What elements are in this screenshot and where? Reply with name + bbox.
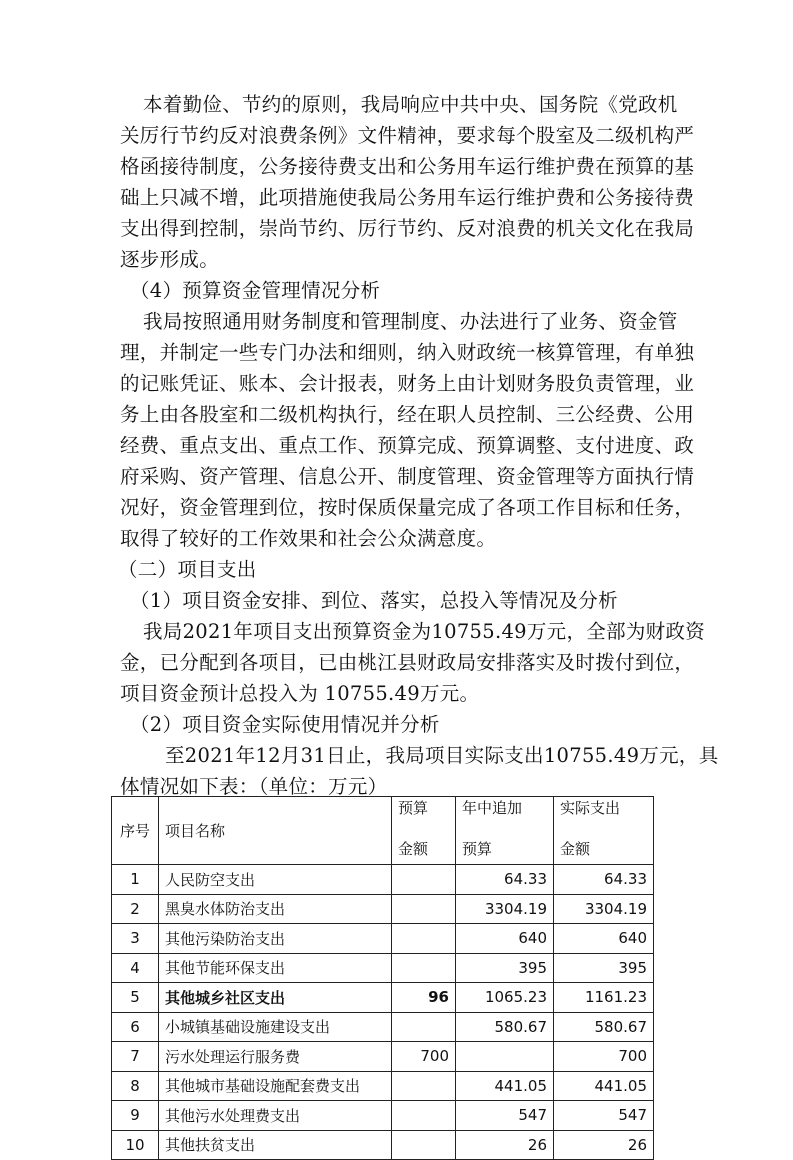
cell-no: 1 [112, 865, 159, 895]
header-budget-line2: 金额 [398, 840, 429, 858]
cell-added: 640 [456, 924, 554, 954]
cell-budget: 96 [392, 983, 456, 1013]
table-row [112, 953, 654, 983]
paragraph-line: 我局2021年项目支出预算资金为10755.49万元，全部为财政资 [143, 620, 706, 643]
cell-name: 人民防空支出 [159, 865, 392, 895]
cell-name: 黑臭水体防治支出 [159, 894, 392, 924]
header-added-line1: 年中追加 [462, 799, 523, 817]
paragraph-line: 府采购、资产管理、信息公开、制度管理、资金管理等方面执行情 [120, 465, 695, 488]
cell-added: 3304.19 [456, 894, 554, 924]
cell-name: 污水处理运行服务费 [159, 1042, 392, 1072]
cell-name: 其他城市基础设施配套费支出 [159, 1071, 392, 1101]
cell-name: 其他污水处理费支出 [159, 1101, 392, 1131]
cell-added: 26 [456, 1130, 554, 1160]
cell-no: 10 [112, 1130, 159, 1160]
cell-name: 其他扶贫支出 [159, 1130, 392, 1160]
paragraph-line: 我局按照通用财务制度和管理制度、办法进行了业务、资金管 [143, 310, 678, 333]
header-actual-line2: 金额 [560, 840, 591, 858]
cell-added [456, 1042, 554, 1072]
section-heading: （二）项目支出 [118, 558, 257, 581]
cell-no: 2 [112, 894, 159, 924]
paragraph-line: 金，已分配到各项目，已由桃江县财政局安排落实及时拨付到位， [120, 651, 695, 674]
project-expenditure-table [111, 796, 654, 1160]
cell-name: 其他节能环保支出 [159, 953, 392, 983]
table-row [112, 865, 654, 895]
cell-budget [392, 1130, 456, 1160]
cell-actual: 640 [554, 924, 654, 954]
header-added [456, 797, 554, 865]
cell-name: 小城镇基础设施建设支出 [159, 1012, 392, 1042]
cell-budget [392, 1071, 456, 1101]
cell-actual: 1161.23 [554, 983, 654, 1013]
table-row [112, 1130, 654, 1160]
paragraph-line: 格函接待制度，公务接待费支出和公务用车运行维护费在预算的基 [120, 155, 695, 178]
cell-budget [392, 924, 456, 954]
cell-actual: 395 [554, 953, 654, 983]
header-actual-line1: 实际支出 [560, 799, 621, 817]
paragraph-line: 关厉行节约反对浪费条例》文件精神，要求每个股室及二级机构严 [120, 124, 695, 147]
paragraph-line: 的记账凭证、账本、会计报表，财务上由计划财务股负责管理，业 [120, 372, 695, 395]
paragraph-line: 本着勤俭、节约的原则，我局响应中共中央、国务院《党政机 [143, 93, 678, 116]
header-no: 序号 [112, 797, 159, 865]
cell-actual: 700 [554, 1042, 654, 1072]
paragraph-line: 务上由各股室和二级机构执行，经在职人员控制、三公经费、公用 [120, 403, 695, 426]
table-header-row [112, 797, 654, 865]
section-heading: （1）项目资金安排、到位、落实，总投入等情况及分析 [130, 589, 618, 612]
cell-actual: 580.67 [554, 1012, 654, 1042]
cell-added: 395 [456, 953, 554, 983]
cell-budget [392, 953, 456, 983]
paragraph-line: 项目资金预计总投入为 10755.49万元。 [120, 682, 480, 705]
paragraph-line: 础上只减不增，此项措施使我局公务用车运行维护费和公务接待费 [120, 186, 695, 209]
cell-added: 441.05 [456, 1071, 554, 1101]
cell-actual: 441.05 [554, 1071, 654, 1101]
paragraph-line: 至2021年12月31日止，我局项目实际支出10755.49万元，具 [165, 744, 719, 767]
table-row [112, 983, 654, 1013]
cell-budget [392, 894, 456, 924]
paragraph-line: 逐步形成。 [120, 248, 220, 271]
cell-added: 1065.23 [456, 983, 554, 1013]
paragraph-line: 况好，资金管理到位，按时保质保量完成了各项工作目标和任务， [120, 496, 695, 519]
table-row [112, 1042, 654, 1072]
cell-actual: 64.33 [554, 865, 654, 895]
cell-budget [392, 865, 456, 895]
table-row [112, 1101, 654, 1131]
cell-budget: 700 [392, 1042, 456, 1072]
cell-added: 547 [456, 1101, 554, 1131]
section-heading: （2）项目资金实际使用情况并分析 [130, 713, 440, 736]
cell-budget [392, 1101, 456, 1131]
cell-added: 64.33 [456, 865, 554, 895]
header-added-line2: 预算 [462, 840, 493, 858]
table-row [112, 894, 654, 924]
cell-actual: 547 [554, 1101, 654, 1131]
paragraph-line: 支出得到控制，崇尚节约、厉行节约、反对浪费的机关文化在我局 [120, 217, 695, 240]
table-row [112, 924, 654, 954]
paragraph-line: 理，并制定一些专门办法和细则，纳入财政统一核算管理，有单独 [120, 341, 695, 364]
header-budget [392, 797, 456, 865]
cell-name: 其他污染防治支出 [159, 924, 392, 954]
header-actual [554, 797, 654, 865]
paragraph-line: 体情况如下表：（单位：万元） [120, 775, 388, 798]
cell-name: 其他城乡社区支出 [159, 983, 392, 1013]
cell-no: 5 [112, 983, 159, 1013]
cell-actual: 26 [554, 1130, 654, 1160]
section-heading: （4）预算资金管理情况分析 [130, 279, 381, 302]
cell-actual: 3304.19 [554, 894, 654, 924]
cell-added: 580.67 [456, 1012, 554, 1042]
paragraph-line: 取得了较好的工作效果和社会公众满意度。 [120, 527, 497, 550]
cell-no: 6 [112, 1012, 159, 1042]
cell-budget [392, 1012, 456, 1042]
table-row [112, 1012, 654, 1042]
paragraph-line: 经费、重点支出、重点工作、预算完成、预算调整、支付进度、政 [120, 434, 695, 457]
cell-no: 9 [112, 1101, 159, 1131]
cell-no: 4 [112, 953, 159, 983]
table-row [112, 1071, 654, 1101]
cell-no: 7 [112, 1042, 159, 1072]
cell-no: 3 [112, 924, 159, 954]
header-name: 项目名称 [159, 797, 392, 865]
header-budget-line1: 预算 [398, 799, 429, 817]
cell-no: 8 [112, 1071, 159, 1101]
